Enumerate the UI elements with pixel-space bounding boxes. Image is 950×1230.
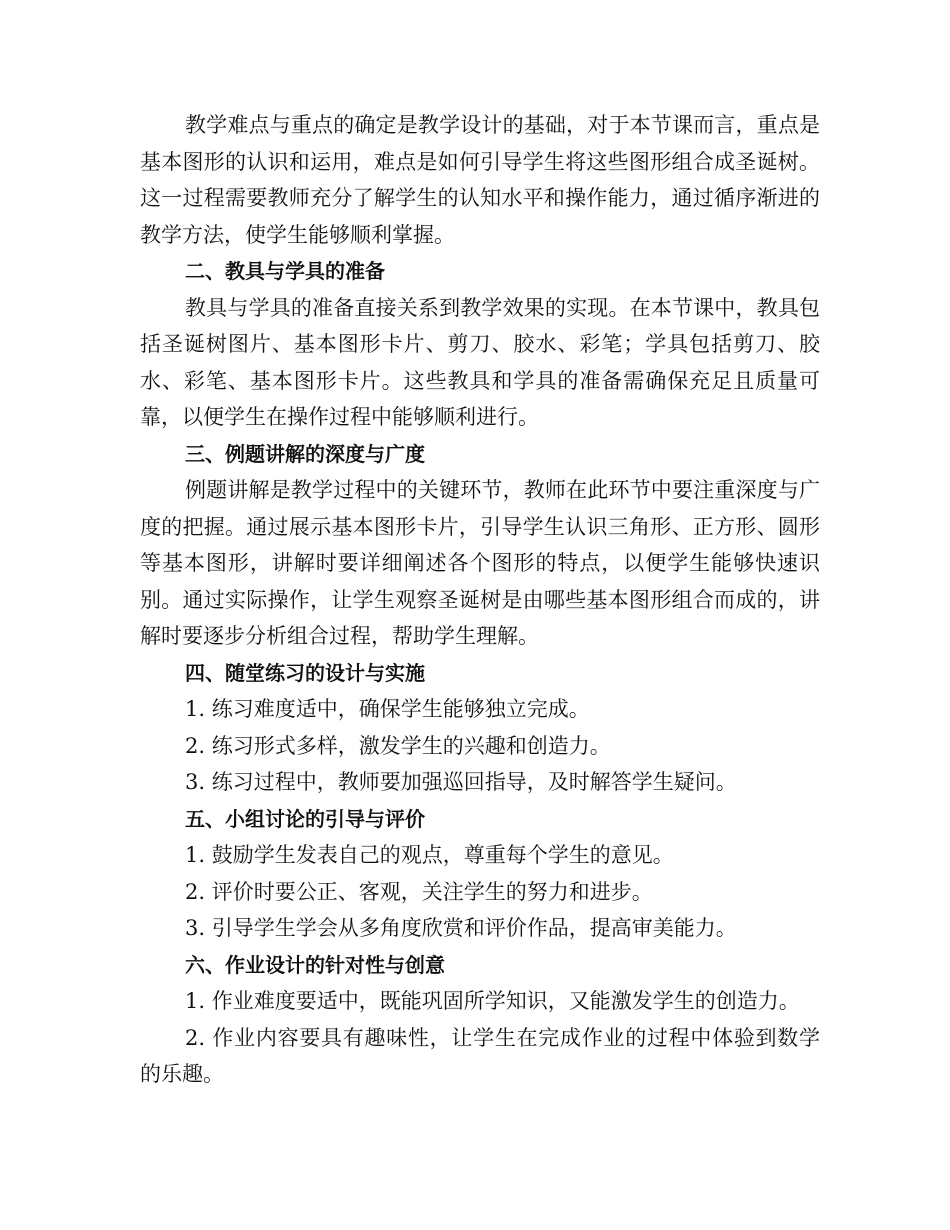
list-item: 3. 引导学生学会从多角度欣赏和评价作品，提高审美能力。 — [185, 916, 737, 940]
document-body — [140, 107, 820, 1093]
section-paragraph-examples: 例题讲解是教学过程中的关键环节，教师在此环节中要注重深度与广度的把握。通过展示基本图形卡片，引导学生认识三角形、正方形、圆形等基本图形，讲解时要详细阐述各个图形的特点，以便学生能够快速识别。通过实际操作，让学生观察圣诞树是由哪些基本图形组合而成的，讲解时要逐步分析组合过程，帮助学生理解。 — [140, 478, 820, 648]
section-heading-homework: 六、作业设计的针对性与创意 — [185, 952, 445, 977]
list-item: 1. 鼓励学生发表自己的观点，尊重每个学生的意见。 — [185, 843, 674, 867]
list-item: 1. 作业难度要适中，既能巩固所学知识，又能激发学生的创造力。 — [185, 989, 800, 1013]
list-item: 2. 评价时要公正、客观，关注学生的努力和进步。 — [185, 879, 653, 904]
list-item: 2. 练习形式多样，激发学生的兴趣和创造力。 — [185, 733, 611, 758]
section-heading-practice: 四、随堂练习的设计与实施 — [185, 660, 425, 685]
section-heading-tools: 二、教具与学具的准备 — [185, 259, 385, 283]
section-paragraph-tools: 教具与学具的准备直接关系到教学效果的实现。在本节课中，教具包括圣诞树图片、基本图形卡片、剪刀、胶水、彩笔；学具包括剪刀、胶水、彩笔、基本图形卡片。这些教具和学具的准备需确保充足且质量可靠，以便学生在操作过程中能够顺利进行。 — [140, 295, 820, 429]
list-item: 3. 练习过程中，教师要加强巡回指导，及时解答学生疑问。 — [185, 770, 737, 794]
section-heading-examples: 三、例题讲解的深度与广度 — [185, 441, 425, 466]
section-heading-discussion: 五、小组讨论的引导与评价 — [185, 806, 425, 831]
list-item: 1. 练习难度适中，确保学生能够独立完成。 — [185, 697, 590, 721]
list-item: 2. 作业内容要具有趣味性，让学生在完成作业的过程中体验到数学的乐趣。 — [140, 1025, 820, 1086]
intro-paragraph: 教学难点与重点的确定是教学设计的基础，对于本节课而言，重点是基本图形的认识和运用，难点是如何引导学生将这些图形组合成圣诞树。这一过程需要教师充分了解学生的认知水平和操作能力，通过循序渐进的教学方法，使学生能够顺利掌握。 — [140, 113, 820, 247]
